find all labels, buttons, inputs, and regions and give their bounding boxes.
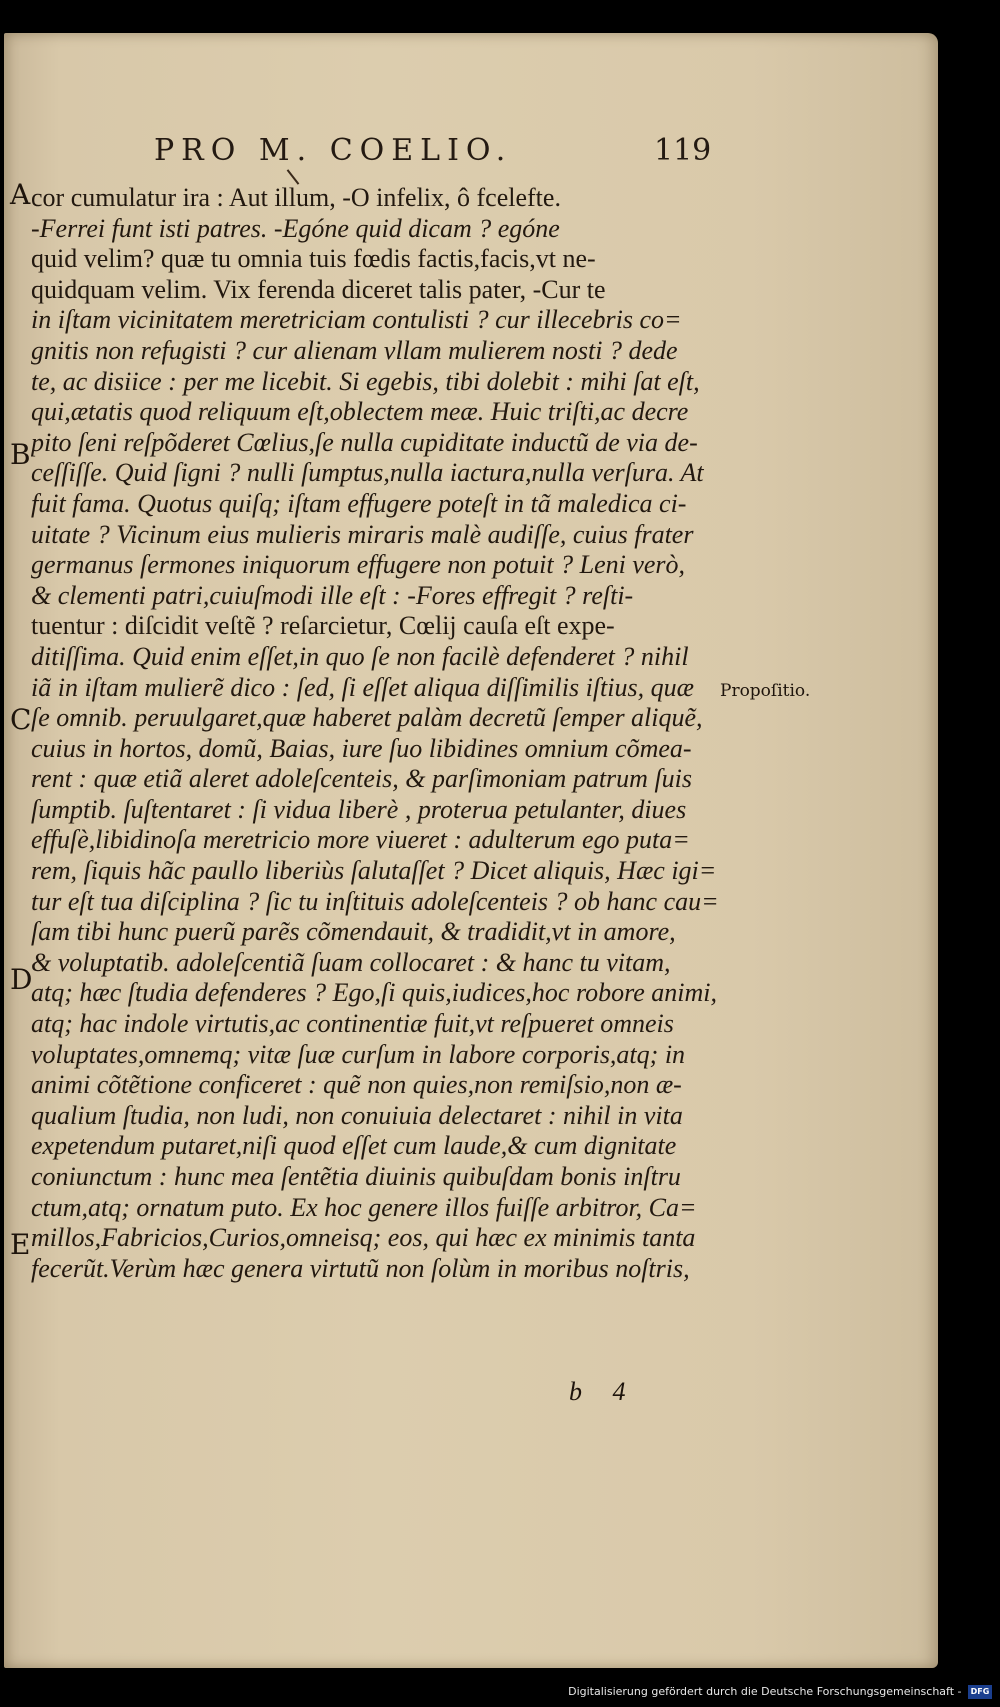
text-line: rent : quæ etiã aleret adoleſcenteis, & parſimoniam patrum ſuis bbox=[31, 764, 693, 794]
book-page bbox=[4, 33, 938, 1668]
text-line: atq; hac indole virtutis,ac continentiæ fuit,vt reſpueret omneis bbox=[31, 1009, 674, 1039]
text-line: quid velim? quæ tu omnia tuis fœdis factis,facis,vt ne- bbox=[31, 244, 596, 274]
text-line: in iſtam vicinitatem meretriciam contulisti ? cur illecebris co= bbox=[31, 305, 682, 335]
text-line: ceſſiſſe. Quid ſigni ? nulli ſumptus,nulla iactura,nulla verſura. At bbox=[31, 458, 704, 488]
text-line: & clementi patri,cuiuſmodi ille eſt : -Fores effregit ? reſti- bbox=[31, 580, 634, 610]
text-line: fecerũt.Verùm hæc genera virtutũ non ſolùm in moribus noſtris, bbox=[31, 1253, 690, 1283]
text-line: ctum,atq; ornatum puto. Ex hoc genere illos fuiſſe arbitror, Ca= bbox=[31, 1192, 697, 1222]
text-line: atq; hæc ſtudia defenderes ? Ego,ſi quis,iudices,hoc robore animi, bbox=[31, 978, 718, 1008]
margin-letter-e: E bbox=[10, 1228, 31, 1261]
margin-letter-a: A bbox=[10, 178, 31, 211]
running-head bbox=[154, 133, 854, 173]
text-line: pito ſeni reſpõderet Cœlius,ſe nulla cupiditate inductũ de via de- bbox=[31, 427, 698, 457]
text-line: millos,Fabricios,Curios,omneisq; eos, qui hæc ex minimis tanta bbox=[31, 1223, 696, 1253]
text-line: ſam tibi hunc puerũ parẽs cõmendauit, & tradidit,vt in amore, bbox=[31, 917, 676, 947]
text-line: ſumptib. ſuſtentaret : ſi vidua liberè , proterua petulanter, diues bbox=[31, 794, 687, 824]
page-number: 119 bbox=[654, 133, 712, 168]
text-line: expetendum putaret,niſi quod eſſet cum laude,& cum dignitate bbox=[31, 1131, 677, 1161]
text-line: uitate ? Vicinum eius mulieris miraris malè audiſſe, cuius frater bbox=[31, 519, 694, 549]
footer-credit: Digitalisierung gefördert durch die Deutsche Forschungsgemeinschaft - bbox=[568, 1685, 962, 1698]
digitization-footer bbox=[568, 1683, 992, 1701]
text-line: coniunctum : hunc mea ſentẽtia diuinis quibuſdam bonis inſtru bbox=[31, 1162, 681, 1191]
text-line: gnitis non refugisti ? cur alienam vllam mulierem nosti ? dede bbox=[31, 335, 678, 365]
text-line: te, ac disiice : per me licebit. Si egebis, tibi dolebit : mihi ſat eſt, bbox=[31, 366, 700, 396]
text-line: ſe omnib. peruulgaret,quæ haberet palàm decretũ ſemper aliquẽ, bbox=[31, 703, 703, 733]
body-text bbox=[31, 183, 731, 1284]
text-line: -Ferrei funt isti patres. -Egóne quid dicam ? egóne bbox=[31, 213, 560, 243]
text-line: rem, ſiquis hãc paullo liberiùs ſalutaſſet ? Dicet aliquis, Hæc igi= bbox=[31, 856, 717, 886]
signature-mark: b 4 bbox=[569, 1377, 638, 1406]
text-line: tuentur : diſcidit veſtẽ ? reſarcietur, Cœlij cauſa eſt expe- bbox=[31, 611, 615, 641]
text-line: voluptates,omnemq; vitæ ſuæ curſum in labore corporis,atq; in bbox=[31, 1039, 686, 1069]
text-line: tur eſt tua diſciplina ? ſic tu inſtituis adoleſcenteis ? ob hanc cau= bbox=[31, 886, 719, 916]
text-line: cuius in hortos, domũ, Baias, iure ſuo libidines omnium cõmea- bbox=[31, 733, 692, 763]
text-line: animi cõtẽtione conficeret : quẽ non quies,non remiſsio,non æ- bbox=[31, 1070, 682, 1100]
margin-note-propositio: Propoſitio. bbox=[720, 681, 811, 701]
text-line: quidquam velim. Vix ferenda diceret talis pater, -Cur te bbox=[31, 274, 606, 304]
text-line: qualium ſtudia, non ludi, non conuiuia delectaret : nihil in vita bbox=[31, 1100, 683, 1130]
text-line: ditiſſima. Quid enim eſſet,in quo ſe non facilè defenderet ? nihil bbox=[31, 641, 689, 671]
text-line: effuſè,libidinoſa meretricio more viueret : adulterum ego puta= bbox=[31, 825, 690, 855]
running-head-title: PRO M. COELIO. bbox=[154, 133, 513, 168]
margin-letter-b: B bbox=[10, 438, 31, 471]
text-line: & voluptatib. adoleſcentiã ſuam collocaret : & hanc tu vitam, bbox=[31, 947, 671, 977]
text-line: cor cumulatur ira : Aut illum, -O infelix, ô fcelefte. bbox=[31, 183, 561, 212]
margin-letter-c: C bbox=[10, 703, 32, 736]
text-line: iã in iſtam mulierẽ dico : ſed, ſi eſſet aliqua diſſimilis iſtius, quæ bbox=[31, 672, 694, 702]
text-line: fuit fama. Quotus quiſq; iſtam effugere poteſt in tã maledica ci- bbox=[31, 488, 687, 518]
margin-letter-d: D bbox=[10, 963, 33, 996]
text-line: germanus ſermones iniquorum effugere non potuit ? Leni verò, bbox=[31, 550, 686, 580]
dfg-logo-icon: DFG bbox=[968, 1685, 992, 1699]
text-line: qui,ætatis quod reliquum eſt,oblectem meæ. Huic triſti,ac decre bbox=[31, 397, 689, 427]
